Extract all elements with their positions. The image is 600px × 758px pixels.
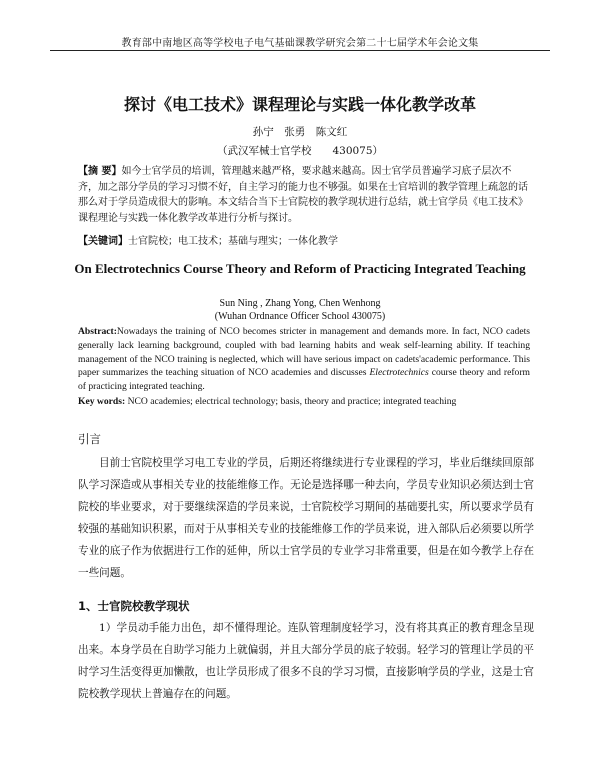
header-rule [50, 50, 550, 51]
abstract-en-italic-course: Electrotechnics [369, 367, 429, 379]
section-1-paragraph: 1）学员动手能力出色，却不懂得理论。连队管理制度轻学习，没有将其真正的教育理念呈现出来。本身学员在自助学习能力上就偏弱，并且大部分学员的底子较弱。轻学习的管理让学员的平时学习生活变得更加懒散，也让学员形成了很多不良的学习习惯，直接影响学员的学业，这是士官院校教学现状上普遍存在的问题。 [78, 622, 534, 700]
keywords-cn-label: 【关键词】 [78, 236, 128, 247]
abstract-cn-label: 【摘 要】 [78, 166, 122, 177]
paper-title-en: On Electrotechnics Course Theory and Reform of Practicing Integrated Teaching [74, 261, 526, 276]
abstract-cn [78, 164, 528, 226]
authors-cn: 孙宁 张勇 陈文红 [252, 126, 348, 138]
section-heading-intro: 引言 [78, 432, 101, 446]
running-head: 教育部中南地区高等学校电子电气基础课教学研究会第二十七届学术年会论文集 [121, 38, 479, 49]
keywords-cn-text: 士官院校；电工技术；基础与理实；一体化教学 [128, 236, 338, 247]
keywords-cn [78, 234, 528, 249]
affiliation-en: (Wuhan Ordnance Officer School 430075) [214, 311, 386, 322]
keywords-en-text: NCO academies; electrical technology; basis, theory and practice; integrated teaching [125, 396, 457, 407]
abstract-en [78, 325, 530, 394]
abstract-cn-text: 如今士官学员的培训，管理越来越严格，要求越来越高。因士官学员普遍学习底子层次不齐，加之部分学员的学习习惯不好，自主学习的能力也不够强。如果在士官培训的教学管理上疏忽的话那么对于学员造成很大的影响。本文结合当下士官院校的教学现状进行总结，就士官学员《电工技术》课程理论与实践一体化教学改革进行分析与探讨。 [78, 166, 528, 224]
abstract-en-label: Abstract: [78, 326, 117, 337]
affiliation-cn: （武汉军械士官学校 430075） [216, 145, 384, 157]
paper-title-cn: 探讨《电工技术》课程理论与实践一体化教学改革 [123, 95, 476, 114]
authors-en: Sun Ning , Zhang Yong, Chen Wenhong [219, 298, 381, 309]
keywords-en [78, 395, 538, 408]
section-heading-1: 1、士官院校教学现状 [78, 599, 190, 613]
keywords-en-label: Key words: [78, 396, 126, 407]
intro-paragraph: 目前士官院校里学习电工专业的学员，后期还将继续进行专业课程的学习，毕业后继续回原部队学习深造或从事相关专业的技能维修工作。无论是选择哪一种去向，学员专业知识必须达到士官院校的毕业要求，对于要继续深造的学员来说，士官院校学习期间的基础要扎实，所以要求学员有较强的基础知识积累，而对于从事相关专业的技能维修工作的学员来说，进入部队后必须要以所学专业的底子作为依据进行工作的延伸，所以士官学员的专业学习非常重要，但是在如今教学上存在一些问题。 [78, 457, 534, 579]
abstract-en-text: Nowadays the training of NCO becomes stricter in management and demands more. In fact, NCO cadets generally lack learning background, coupled with bad learning habits and weak self-learning ability. If teaching management of the NCO training is neglected, which will have serious impact on cadets'academic performance. This paper summarizes the teaching situation of NCO academies and discusses [78, 326, 530, 379]
abstract-en-text-end: course theory and reform of practicing integrated teaching. [78, 367, 530, 393]
